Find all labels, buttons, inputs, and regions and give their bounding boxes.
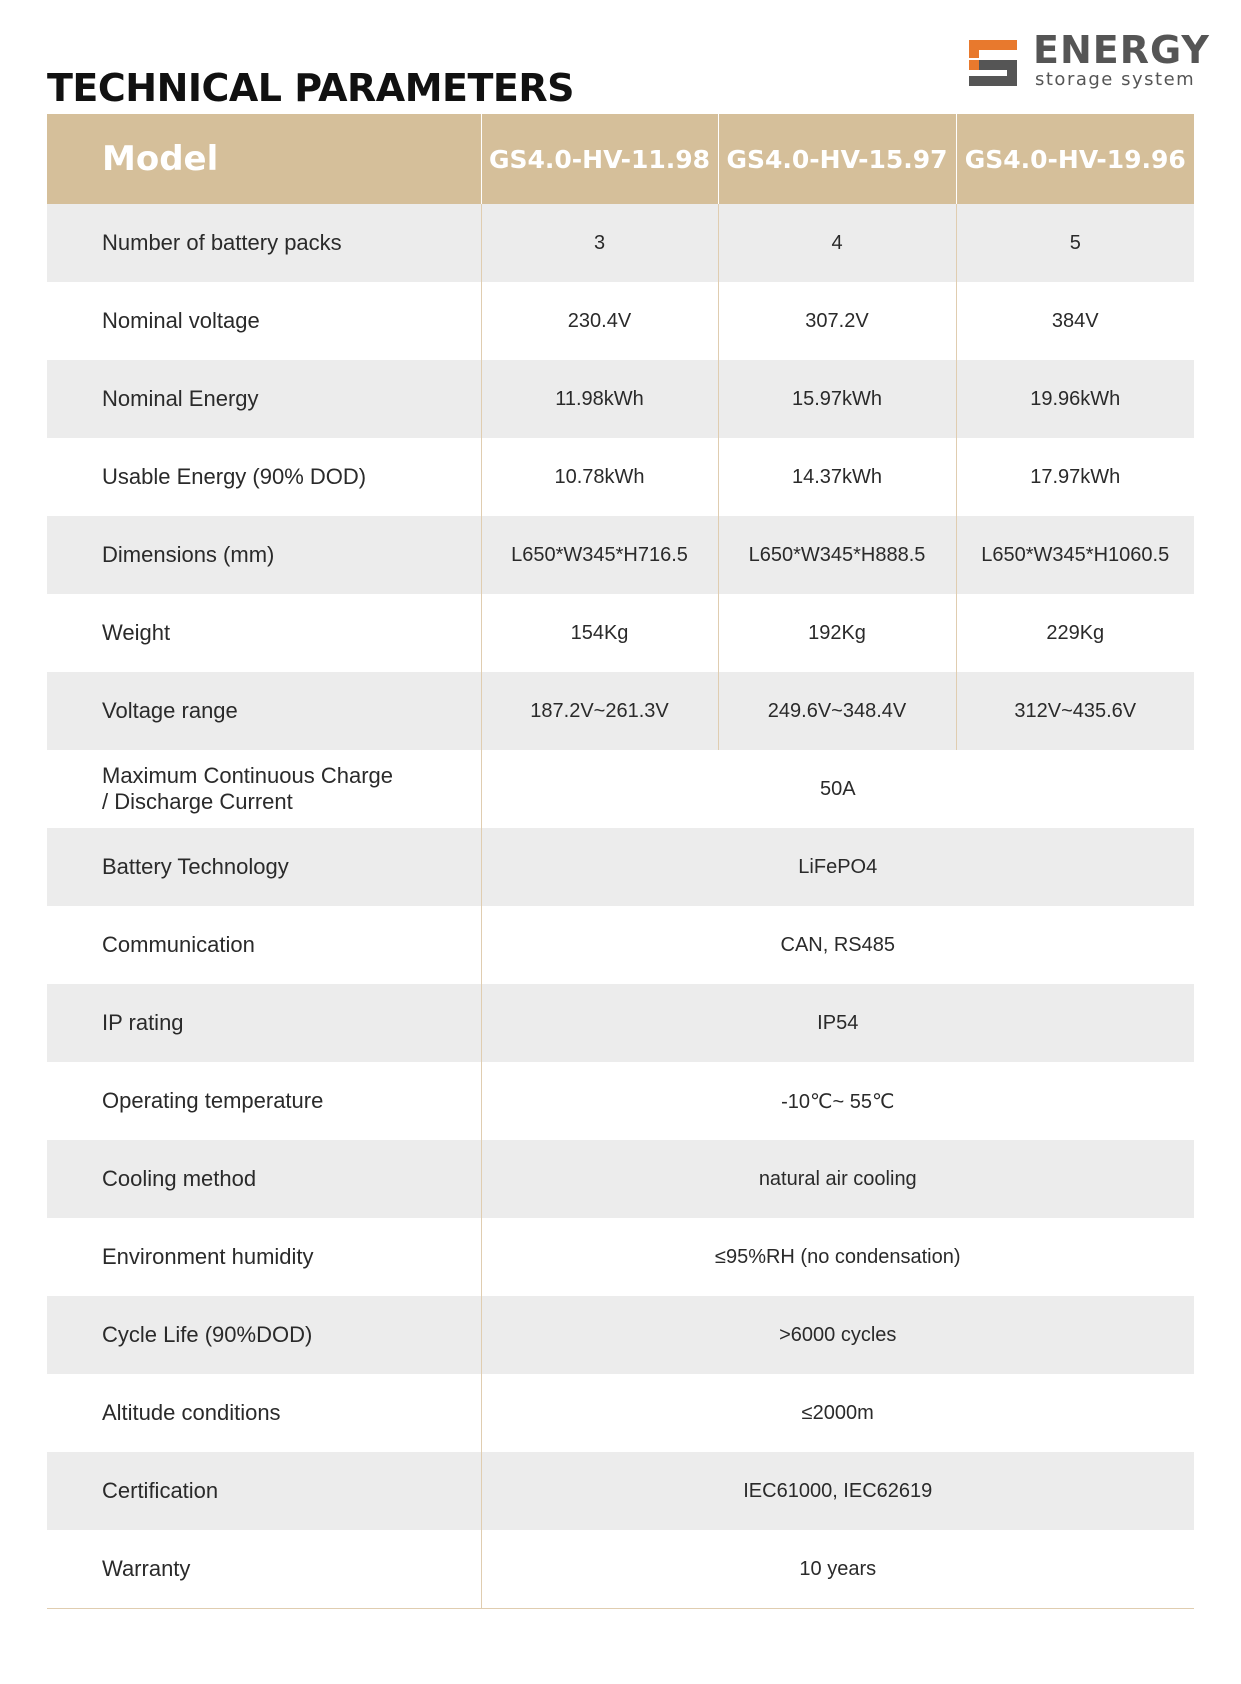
row-value: 15.97kWh [718,360,956,438]
technical-parameters-table [47,114,1194,1609]
header-model-name: GS4.0-HV-19.96 [956,114,1194,204]
table-row [47,750,1194,828]
row-value: 384V [956,282,1194,360]
row-value: 192Kg [718,594,956,672]
row-label: Cooling method [47,1140,481,1218]
table-row [47,1062,1194,1140]
row-label: IP rating [47,984,481,1062]
row-label: Operating temperature [47,1062,481,1140]
row-value: 14.37kWh [718,438,956,516]
row-value: L650*W345*H888.5 [718,516,956,594]
row-label: Communication [47,906,481,984]
logo-wordmark: ENERGY [1033,28,1210,72]
row-value: IEC61000, IEC62619 [481,1452,1194,1530]
row-label: Number of battery packs [47,204,481,282]
row-value: LiFePO4 [481,828,1194,906]
table-row [47,1374,1194,1452]
row-label: Dimensions (mm) [47,516,481,594]
row-value: 4 [718,204,956,282]
row-label-line: Maximum Continuous Charge [102,762,394,788]
row-value: 10.78kWh [481,438,718,516]
row-value: 5 [956,204,1194,282]
row-value: ≤95%RH (no condensation) [481,1218,1194,1296]
table-row [47,672,1194,750]
row-label [47,750,481,828]
row-label: Warranty [47,1530,481,1609]
s-logo-icon [965,36,1021,90]
row-label: Nominal voltage [47,282,481,360]
table-row [47,984,1194,1062]
row-label: Nominal Energy [47,360,481,438]
row-value: L650*W345*H1060.5 [956,516,1194,594]
table-row [47,1530,1194,1609]
row-value: 11.98kWh [481,360,718,438]
row-value: 17.97kWh [956,438,1194,516]
table-row [47,282,1194,360]
table-row [47,516,1194,594]
row-value: 154Kg [481,594,718,672]
row-value: CAN, RS485 [481,906,1194,984]
row-value: natural air cooling [481,1140,1194,1218]
row-value: IP54 [481,984,1194,1062]
row-value: ≤2000m [481,1374,1194,1452]
row-label: Voltage range [47,672,481,750]
table-row [47,360,1194,438]
row-label-line: / Discharge Current [102,789,293,814]
row-value: 229Kg [956,594,1194,672]
table-row [47,1140,1194,1218]
row-label: Environment humidity [47,1218,481,1296]
table-row [47,906,1194,984]
row-value: 3 [481,204,718,282]
row-label: Battery Technology [47,828,481,906]
row-label: Usable Energy (90% DOD) [47,438,481,516]
table-row [47,1218,1194,1296]
row-label: Weight [47,594,481,672]
row-label: Certification [47,1452,481,1530]
header-model-name: GS4.0-HV-15.97 [718,114,956,204]
row-value: 50A [481,750,1194,828]
table-row [47,828,1194,906]
row-value: 230.4V [481,282,718,360]
table-row [47,438,1194,516]
header-model-name: GS4.0-HV-11.98 [481,114,718,204]
row-value: 249.6V~348.4V [718,672,956,750]
row-label: Altitude conditions [47,1374,481,1452]
row-value: -10℃~ 55℃ [481,1062,1194,1140]
brand-logo [965,28,1210,93]
row-value: 10 years [481,1530,1194,1609]
row-value: 312V~435.6V [956,672,1194,750]
row-value: 19.96kWh [956,360,1194,438]
row-value: 187.2V~261.3V [481,672,718,750]
page-title: TECHNICAL PARAMETERS [47,66,574,110]
logo-tagline: storage system [1035,69,1196,90]
table-header-row [47,114,1194,204]
table-row [47,204,1194,282]
table-row [47,1296,1194,1374]
header-model-label: Model [47,114,481,204]
row-label: Cycle Life (90%DOD) [47,1296,481,1374]
row-value: L650*W345*H716.5 [481,516,718,594]
row-value: 307.2V [718,282,956,360]
table-row [47,1452,1194,1530]
row-value: >6000 cycles [481,1296,1194,1374]
table-row [47,594,1194,672]
